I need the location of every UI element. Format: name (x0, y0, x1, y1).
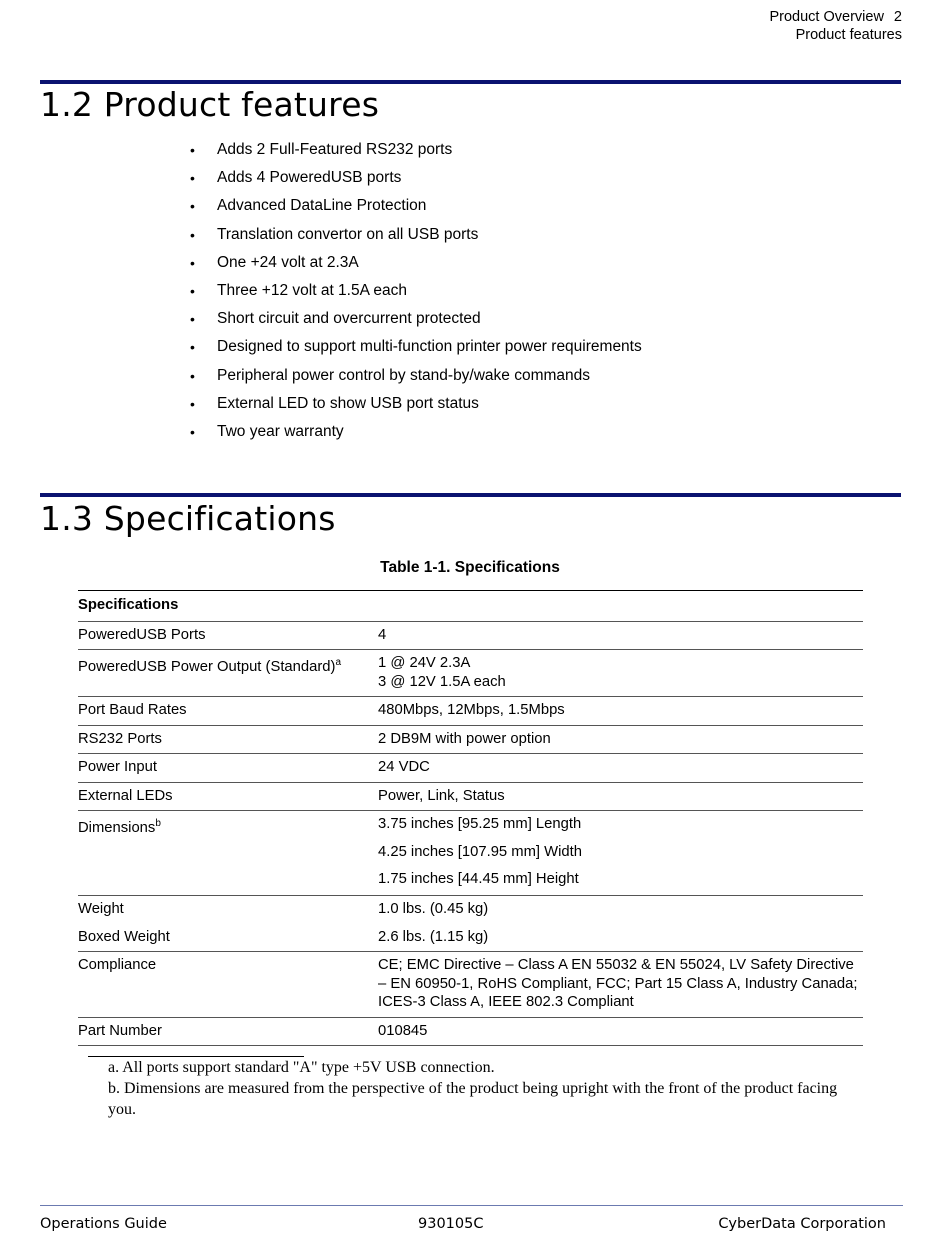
spec-value-line: 1 @ 24V 2.3A (378, 655, 471, 671)
bullet-icon: • (190, 282, 195, 299)
spec-value: 010845 (378, 1017, 863, 1046)
spec-name (78, 924, 378, 952)
feature-text: Peripheral power control by stand-by/wake commands (217, 366, 591, 384)
table-row (78, 1017, 863, 1046)
table-header: Specifications (78, 591, 863, 622)
spec-name-text: Port Baud Rates (78, 702, 187, 718)
table-row (78, 924, 863, 952)
footnote-a: a. All ports support standard "A" type +5V USB connection. (108, 1059, 495, 1076)
spec-value: 480Mbps, 12Mbps, 1.5Mbps (378, 697, 863, 726)
spec-name (78, 811, 378, 896)
spec-value-line: 3 @ 12V 1.5A each (378, 673, 506, 690)
table-row (78, 811, 863, 896)
feature-item (190, 253, 642, 281)
spec-value-line: 4.25 inches [107.95 mm] Width (378, 843, 582, 860)
spec-name (78, 1017, 378, 1046)
running-header-chapter (769, 9, 902, 26)
spec-value (378, 650, 863, 697)
spec-value: 2 DB9M with power option (378, 725, 863, 754)
feature-item (190, 366, 642, 394)
section-rule (40, 80, 901, 84)
bullet-icon: • (190, 254, 195, 271)
footnote-marker: b (155, 818, 161, 829)
spec-value: 1.0 lbs. (0.45 kg) (378, 901, 489, 917)
bullet-icon: • (190, 226, 195, 243)
spec-name (78, 697, 378, 726)
table-row (78, 754, 863, 783)
feature-text: Designed to support multi-function printer power requirements (217, 338, 642, 356)
table-row (78, 650, 863, 697)
feature-text: Translation convertor on all USB ports (217, 225, 479, 243)
bullet-icon: • (190, 311, 195, 328)
table-row (78, 896, 863, 924)
specifications-table (78, 590, 863, 1046)
spec-value: 4 (378, 621, 863, 650)
table-row (78, 725, 863, 754)
feature-item (190, 168, 642, 196)
feature-text: Two year warranty (217, 422, 344, 440)
header-chapter: Product Overview (769, 9, 884, 25)
spec-name (78, 782, 378, 811)
feature-text: Adds 2 Full-Featured RS232 ports (217, 141, 453, 158)
spec-value-line: 3.75 inches [95.25 mm] Length (378, 816, 582, 832)
bullet-icon: • (190, 423, 195, 440)
section-title-specifications: 1.3 Specifications (40, 499, 336, 538)
bullet-icon: • (190, 170, 195, 187)
feature-text: Advanced DataLine Protection (217, 197, 427, 215)
spec-value-line: 1.75 inches [44.45 mm] Height (378, 871, 579, 887)
bullet-icon: • (190, 339, 195, 356)
feature-item (190, 394, 642, 422)
feature-item (190, 196, 642, 224)
bullet-icon: • (190, 142, 195, 158)
feature-text: Three +12 volt at 1.5A each (217, 281, 408, 299)
table-row (78, 782, 863, 811)
feature-text: External LED to show USB port status (217, 394, 479, 412)
spec-name-text: Power Input (78, 759, 157, 775)
spec-name-text: PoweredUSB Power Output (Standard) (78, 658, 336, 675)
table-row (78, 621, 863, 650)
footer-rule (40, 1205, 903, 1206)
footer-company: CyberData Corporation (718, 1216, 886, 1232)
table-header-row (78, 591, 863, 622)
spec-name (78, 952, 378, 1018)
spec-name (78, 725, 378, 754)
spec-name-text: RS232 Ports (78, 730, 162, 747)
bullet-icon: • (190, 395, 195, 412)
feature-item (190, 337, 642, 365)
spec-name (78, 621, 378, 650)
feature-item (190, 309, 642, 337)
header-page-number: 2 (893, 9, 902, 25)
feature-text: Short circuit and overcurrent protected (217, 310, 481, 328)
footnote-b: b. Dimensions are measured from the perspective of the product being upright with the front of the product facing you. (108, 1080, 838, 1118)
feature-item (190, 140, 642, 168)
spec-name (78, 754, 378, 783)
bullet-icon: • (190, 198, 195, 215)
feature-text: Adds 4 PoweredUSB ports (217, 169, 402, 187)
footnote-marker: a (335, 657, 341, 668)
spec-name (78, 896, 378, 924)
bullet-icon: • (190, 367, 195, 384)
spec-name-text: External LEDs (78, 787, 173, 804)
section-rule (40, 493, 901, 497)
spec-name-text: Weight (78, 901, 124, 917)
spec-value (378, 811, 863, 896)
spec-name-text: Dimensions (78, 819, 156, 836)
footer-doc-number: 930105C (418, 1216, 484, 1232)
spec-name-text: PoweredUSB Ports (78, 626, 206, 643)
spec-value: Power, Link, Status (378, 782, 863, 811)
header-section: Product features (795, 27, 902, 43)
spec-value: 24 VDC (378, 754, 863, 783)
table-row (78, 697, 863, 726)
spec-value: CE; EMC Directive – Class A EN 55032 & EN 55024, LV Safety Directive – EN 60950-1, RoHS Compliant, FCC; Part 15 Class A, Industry Canada; ICES-3 Class A, IEEE 802.3 Compliant (378, 952, 863, 1018)
spec-name (78, 650, 378, 697)
feature-item (190, 225, 642, 253)
spec-name-text: Compliance (78, 957, 157, 973)
section-title-features: 1.2 Product features (40, 85, 380, 124)
spec-value: 2.6 lbs. (1.15 kg) (378, 924, 863, 952)
feature-text: One +24 volt at 2.3A (217, 253, 359, 271)
feature-item (190, 422, 642, 450)
spec-name-text: Part Number (78, 1022, 162, 1039)
feature-list (190, 140, 642, 450)
table-caption: Table 1-1. Specifications (380, 559, 560, 576)
footer-doc-title: Operations Guide (40, 1216, 167, 1232)
table-row (78, 952, 863, 1018)
spec-name-text: Boxed Weight (78, 928, 170, 945)
feature-item (190, 281, 642, 309)
